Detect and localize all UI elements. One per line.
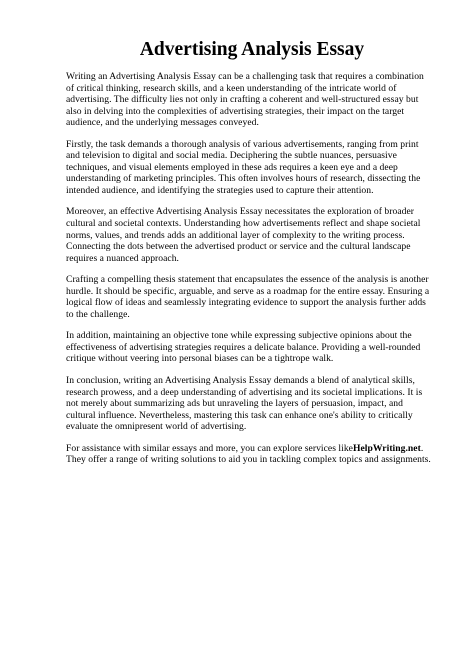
paragraph-thesis: Crafting a compelling thesis statement that encapsulates the essence of the analysis is another hurdle. It should be specific, arguable, and serve as a roadmap for the entire essay. Ensuring a logical flow of ideas and seamlessly integrating evidence to support the analysis further adds to the challenge. xyxy=(66,274,430,320)
paragraph-conclusion: In conclusion, writing an Advertising Analysis Essay demands a blend of analytical skills, research prowess, and a deep understanding of advertising and its societal implications. It is not merely about summarizing ads but unraveling the layers of persuasion, impact, and cultural influence. Nevertheless, mastering this task can enhance one's ability to critically evaluate the omnipresent world of advertising. xyxy=(66,375,423,433)
brand-link[interactable]: HelpWriting.net xyxy=(352,442,421,454)
closing-text-before: For assistance with similar essays and more, you can explore services like xyxy=(66,442,353,454)
paragraph-moreover: Moreover, an effective Advertising Analysis Essay necessitates the exploration of broader cultural and societal contexts. Understanding how advertisements reflect and shape societal norms, values, and trends adds an additional layer of complexity to the writing process. Connecting the dots between the advertised product or service and the cultural landscape requires a nuanced approach. xyxy=(66,206,421,264)
closing-text-after: . They offer a range of writing solutions to aid you in tackling complex topics and assignments. xyxy=(66,442,431,466)
paragraph-closing xyxy=(66,443,434,466)
document-page xyxy=(66,38,434,476)
document-title: Advertising Analysis Essay xyxy=(139,39,365,60)
paragraph-firstly: Firstly, the task demands a thorough analysis of various advertisements, ranging from print and television to digital and social media. Deciphering the subtle nuances, persuasive techniques, and visual elements employed in these ads requires a keen eye and a deep understanding of marketing principles. This often involves hours of research, dissecting the intended audience, and identifying the strategies used to capture their attention. xyxy=(66,138,421,196)
paragraph-objective-tone: In addition, maintaining an objective tone while expressing subjective opinions about the effectiveness of advertising strategies requires a delicate balance. Providing a well-rounded critique without veering into personal biases can be a tightrope walk. xyxy=(66,330,421,365)
paragraph-intro: Writing an Advertising Analysis Essay can be a challenging task that requires a combination of critical thinking, research skills, and a keen understanding of the intricate world of advertising. The difficulty lies not only in crafting a coherent and well-structured essay but also in delving into the complexities of advertising strategies, their impact on the target audience, and the underlying messages conveyed. xyxy=(66,71,424,129)
